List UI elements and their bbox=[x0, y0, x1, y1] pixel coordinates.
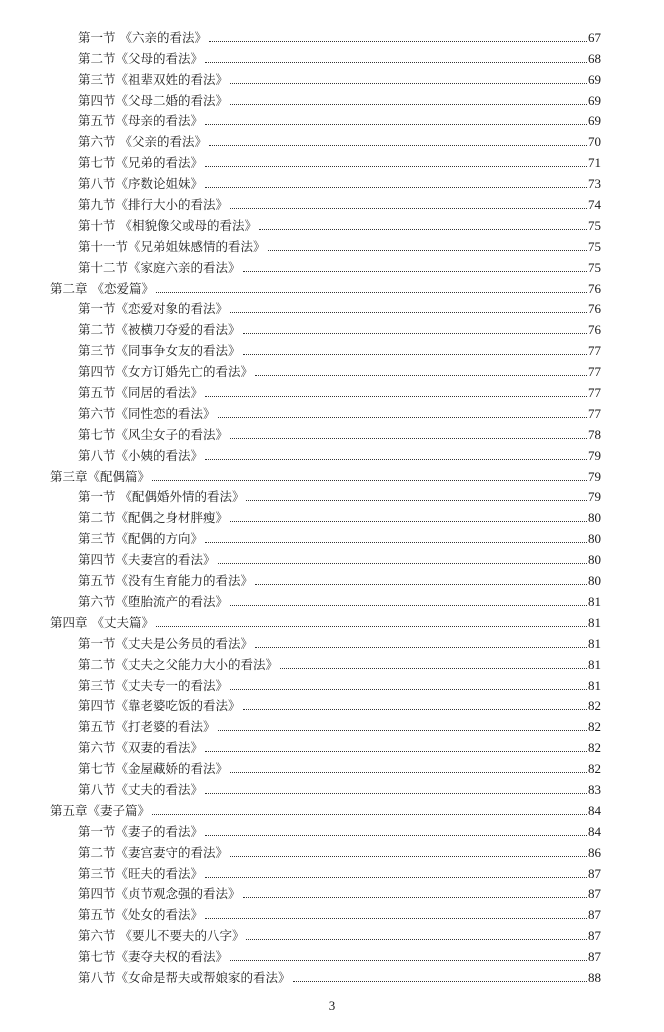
toc-chapter-entry[interactable] bbox=[0, 798, 664, 819]
toc-entry-title: 第七节《风尘女子的看法》 bbox=[78, 426, 229, 442]
toc-section-entry[interactable] bbox=[0, 694, 664, 715]
toc-section-entry[interactable] bbox=[0, 192, 664, 213]
dot-leader bbox=[230, 83, 587, 84]
toc-section-entry[interactable] bbox=[0, 422, 664, 443]
toc-entry-title: 第三节《旺夫的看法》 bbox=[78, 865, 204, 881]
dot-leader bbox=[230, 438, 587, 439]
toc-section-entry[interactable] bbox=[0, 547, 664, 568]
toc-entry-page-number: 79 bbox=[588, 447, 601, 463]
dot-leader bbox=[205, 124, 587, 125]
toc-entry-title: 第三节《丈夫专一的看法》 bbox=[78, 677, 229, 693]
toc-entry-page-number: 87 bbox=[588, 949, 601, 965]
dot-leader bbox=[205, 918, 587, 919]
toc-section-entry[interactable] bbox=[0, 568, 664, 589]
toc-entry-page-number: 82 bbox=[588, 761, 601, 777]
dot-leader bbox=[246, 500, 587, 501]
toc-entry-title: 第九节《排行大小的看法》 bbox=[78, 197, 229, 213]
dot-leader bbox=[205, 877, 587, 878]
dot-leader bbox=[152, 480, 587, 481]
toc-entry-title: 第四节《贞节观念强的看法》 bbox=[78, 886, 241, 902]
toc-section-entry[interactable] bbox=[0, 735, 664, 756]
dot-leader bbox=[230, 960, 587, 961]
toc-entry-title: 第八节《序数论姐妹》 bbox=[78, 176, 204, 192]
toc-entry-page-number: 84 bbox=[588, 802, 601, 818]
toc-section-entry[interactable] bbox=[0, 526, 664, 547]
toc-entry-page-number: 79 bbox=[588, 489, 601, 505]
toc-entry-page-number: 80 bbox=[588, 531, 601, 547]
toc-entry-page-number: 77 bbox=[588, 385, 601, 401]
toc-entry-title: 第四节《靠老婆吃饭的看法》 bbox=[78, 698, 241, 714]
dot-leader bbox=[205, 62, 587, 63]
toc-entry-page-number: 69 bbox=[588, 92, 601, 108]
toc-section-entry[interactable] bbox=[0, 589, 664, 610]
toc-section-entry[interactable] bbox=[0, 882, 664, 903]
toc-entry-title: 第六节《双妻的看法》 bbox=[78, 740, 204, 756]
toc-entry-title: 第四节《父母二婚的看法》 bbox=[78, 92, 229, 108]
toc-section-entry[interactable] bbox=[0, 840, 664, 861]
dot-leader bbox=[259, 229, 587, 230]
toc-section-entry[interactable] bbox=[0, 297, 664, 318]
toc-section-entry[interactable] bbox=[0, 714, 664, 735]
dot-leader bbox=[230, 856, 587, 857]
dot-leader bbox=[293, 981, 587, 982]
dot-leader bbox=[243, 333, 587, 334]
toc-entry-page-number: 81 bbox=[588, 593, 601, 609]
dot-leader bbox=[230, 208, 587, 209]
toc-section-entry[interactable] bbox=[0, 338, 664, 359]
dot-leader bbox=[255, 375, 587, 376]
toc-section-entry[interactable] bbox=[0, 150, 664, 171]
toc-entry-page-number: 81 bbox=[588, 677, 601, 693]
toc-entry-page-number: 74 bbox=[588, 197, 601, 213]
toc-entry-title: 第二节《妻宫妻守的看法》 bbox=[78, 844, 229, 860]
dot-leader bbox=[209, 41, 587, 42]
toc-entry-title: 第三节《祖辈双姓的看法》 bbox=[78, 71, 229, 87]
toc-entry-title: 第五节《没有生育能力的看法》 bbox=[78, 573, 254, 589]
toc-entry-title: 第十二节《家庭六亲的看法》 bbox=[78, 259, 241, 275]
toc-entry-title: 第八节《丈夫的看法》 bbox=[78, 781, 204, 797]
toc-entry-page-number: 76 bbox=[588, 301, 601, 317]
toc-section-entry[interactable] bbox=[0, 756, 664, 777]
toc-entry-title: 第一节 《六亲的看法》 bbox=[78, 29, 207, 45]
toc-entry-page-number: 68 bbox=[588, 50, 601, 66]
toc-entry-title: 第八节《女命是帮夫或帮娘家的看法》 bbox=[78, 969, 291, 985]
dot-leader bbox=[156, 626, 587, 627]
toc-entry-page-number: 81 bbox=[588, 656, 601, 672]
toc-entry-page-number: 69 bbox=[588, 113, 601, 129]
toc-entry-page-number: 70 bbox=[588, 134, 601, 150]
toc-entry-page-number: 87 bbox=[588, 928, 601, 944]
toc-section-entry[interactable] bbox=[0, 88, 664, 109]
toc-entry-title: 第二节《被横刀夺爱的看法》 bbox=[78, 322, 241, 338]
toc-entry-page-number: 83 bbox=[588, 781, 601, 797]
toc-entry-page-number: 75 bbox=[588, 259, 601, 275]
toc-section-entry[interactable] bbox=[0, 965, 664, 986]
toc-entry-page-number: 80 bbox=[588, 552, 601, 568]
dot-leader bbox=[255, 584, 587, 585]
dot-leader bbox=[280, 668, 587, 669]
toc-entry-title: 第八节《小姨的看法》 bbox=[78, 447, 204, 463]
dot-leader bbox=[255, 647, 587, 648]
toc-entry-title: 第六节《同性恋的看法》 bbox=[78, 405, 216, 421]
toc-section-entry[interactable] bbox=[0, 109, 664, 130]
toc-entry-title: 第四节《女方订婚先亡的看法》 bbox=[78, 364, 254, 380]
toc-entry-page-number: 84 bbox=[588, 823, 601, 839]
toc-entry-title: 第五节《打老婆的看法》 bbox=[78, 719, 216, 735]
dot-leader bbox=[230, 104, 587, 105]
dot-leader bbox=[218, 417, 587, 418]
toc-entry-title: 第七节《金屋藏娇的看法》 bbox=[78, 761, 229, 777]
toc-entry-page-number: 79 bbox=[588, 468, 601, 484]
page-number: 3 bbox=[328, 998, 336, 1013]
toc-entry-title: 第五节《母亲的看法》 bbox=[78, 113, 204, 129]
toc-entry-page-number: 86 bbox=[588, 844, 601, 860]
dot-leader bbox=[243, 271, 587, 272]
toc-section-entry[interactable] bbox=[0, 25, 664, 46]
dot-leader bbox=[205, 459, 587, 460]
toc-entry-title: 第六节《堕胎流产的看法》 bbox=[78, 593, 229, 609]
toc-entry-title: 第一节《丈夫是公务员的看法》 bbox=[78, 635, 254, 651]
dot-leader bbox=[205, 187, 587, 188]
toc-entry-page-number: 81 bbox=[588, 635, 601, 651]
dot-leader bbox=[156, 292, 587, 293]
dot-leader bbox=[243, 354, 587, 355]
toc-entry-title: 第七节《妻夺夫权的看法》 bbox=[78, 949, 229, 965]
toc-entry-title: 第十节 《相貌像父或母的看法》 bbox=[78, 217, 257, 233]
toc-entry-page-number: 87 bbox=[588, 907, 601, 923]
toc-section-entry[interactable] bbox=[0, 46, 664, 67]
dot-leader bbox=[218, 563, 587, 564]
toc-entry-title: 第一节《妻子的看法》 bbox=[78, 823, 204, 839]
toc-section-entry[interactable] bbox=[0, 234, 664, 255]
dot-leader bbox=[230, 521, 587, 522]
toc-section-entry[interactable] bbox=[0, 171, 664, 192]
dot-leader bbox=[152, 814, 587, 815]
dot-leader bbox=[230, 312, 587, 313]
toc-section-entry[interactable] bbox=[0, 317, 664, 338]
toc-section-entry[interactable] bbox=[0, 67, 664, 88]
toc-entry-title: 第七节《兄弟的看法》 bbox=[78, 155, 204, 171]
toc-entry-page-number: 82 bbox=[588, 719, 601, 735]
toc-chapter-entry[interactable] bbox=[0, 276, 664, 297]
toc-entry-title: 第二章 《恋爱篇》 bbox=[50, 280, 154, 296]
toc-entry-title: 第四章 《丈夫篇》 bbox=[50, 614, 154, 630]
toc-section-entry[interactable] bbox=[0, 861, 664, 882]
toc-entry-page-number: 77 bbox=[588, 364, 601, 380]
toc-entry-title: 第一节 《配偶婚外情的看法》 bbox=[78, 489, 245, 505]
toc-entry-title: 第十一节《兄弟姐妹感情的看法》 bbox=[78, 238, 266, 254]
toc-entry-page-number: 87 bbox=[588, 886, 601, 902]
toc-entry-title: 第六节 《要儿不要夫的八字》 bbox=[78, 928, 245, 944]
toc-entry-page-number: 75 bbox=[588, 238, 601, 254]
toc-section-entry[interactable] bbox=[0, 652, 664, 673]
toc-section-entry[interactable] bbox=[0, 777, 664, 798]
toc-entry-title: 第五章《妻子篇》 bbox=[50, 802, 151, 818]
toc-entry-page-number: 67 bbox=[588, 29, 601, 45]
toc-entry-page-number: 78 bbox=[588, 426, 601, 442]
dot-leader bbox=[209, 145, 587, 146]
dot-leader bbox=[230, 605, 587, 606]
toc-section-entry[interactable] bbox=[0, 443, 664, 464]
dot-leader bbox=[205, 166, 587, 167]
toc-section-entry[interactable] bbox=[0, 255, 664, 276]
toc-section-entry[interactable] bbox=[0, 902, 664, 923]
toc-entry-page-number: 69 bbox=[588, 71, 601, 87]
toc-section-entry[interactable] bbox=[0, 380, 664, 401]
toc-entry-title: 第五节《处女的看法》 bbox=[78, 907, 204, 923]
toc-entry-page-number: 77 bbox=[588, 405, 601, 421]
toc-section-entry[interactable] bbox=[0, 485, 664, 506]
dot-leader bbox=[246, 939, 587, 940]
toc-entry-title: 第二节《父母的看法》 bbox=[78, 50, 204, 66]
table-of-contents bbox=[0, 25, 664, 986]
toc-section-entry[interactable] bbox=[0, 505, 664, 526]
toc-section-entry[interactable] bbox=[0, 944, 664, 965]
dot-leader bbox=[205, 396, 587, 397]
toc-section-entry[interactable] bbox=[0, 631, 664, 652]
dot-leader bbox=[205, 542, 587, 543]
toc-entry-page-number: 76 bbox=[588, 280, 601, 296]
toc-entry-title: 第二节《配偶之身材胖瘦》 bbox=[78, 510, 229, 526]
toc-entry-title: 第二节《丈夫之父能力大小的看法》 bbox=[78, 656, 279, 672]
toc-entry-title: 第三章《配偶篇》 bbox=[50, 468, 151, 484]
toc-entry-page-number: 76 bbox=[588, 322, 601, 338]
toc-entry-title: 第三节《同事争女友的看法》 bbox=[78, 343, 241, 359]
dot-leader bbox=[205, 835, 587, 836]
dot-leader bbox=[205, 793, 587, 794]
toc-entry-title: 第五节《同居的看法》 bbox=[78, 385, 204, 401]
toc-entry-page-number: 87 bbox=[588, 865, 601, 881]
toc-entry-page-number: 73 bbox=[588, 176, 601, 192]
toc-section-entry[interactable] bbox=[0, 129, 664, 150]
dot-leader bbox=[205, 751, 587, 752]
dot-leader bbox=[268, 250, 587, 251]
toc-entry-page-number: 81 bbox=[588, 614, 601, 630]
toc-chapter-entry[interactable] bbox=[0, 610, 664, 631]
toc-entry-page-number: 71 bbox=[588, 155, 601, 171]
toc-entry-page-number: 82 bbox=[588, 740, 601, 756]
dot-leader bbox=[243, 897, 587, 898]
toc-section-entry[interactable] bbox=[0, 359, 664, 380]
toc-section-entry[interactable] bbox=[0, 213, 664, 234]
toc-section-entry[interactable] bbox=[0, 819, 664, 840]
toc-section-entry[interactable] bbox=[0, 673, 664, 694]
dot-leader bbox=[243, 709, 587, 710]
toc-entry-title: 第四节《夫妻宫的看法》 bbox=[78, 552, 216, 568]
dot-leader bbox=[230, 772, 587, 773]
toc-entry-title: 第六节 《父亲的看法》 bbox=[78, 134, 207, 150]
toc-entry-page-number: 80 bbox=[588, 510, 601, 526]
toc-section-entry[interactable] bbox=[0, 923, 664, 944]
toc-entry-title: 第一节《恋爱对象的看法》 bbox=[78, 301, 229, 317]
dot-leader bbox=[218, 730, 587, 731]
toc-chapter-entry[interactable] bbox=[0, 464, 664, 485]
toc-entry-page-number: 80 bbox=[588, 573, 601, 589]
dot-leader bbox=[230, 689, 587, 690]
toc-entry-page-number: 82 bbox=[588, 698, 601, 714]
toc-entry-page-number: 77 bbox=[588, 343, 601, 359]
toc-entry-page-number: 75 bbox=[588, 217, 601, 233]
toc-section-entry[interactable] bbox=[0, 401, 664, 422]
toc-entry-title: 第三节《配偶的方向》 bbox=[78, 531, 204, 547]
toc-entry-page-number: 88 bbox=[588, 969, 601, 985]
